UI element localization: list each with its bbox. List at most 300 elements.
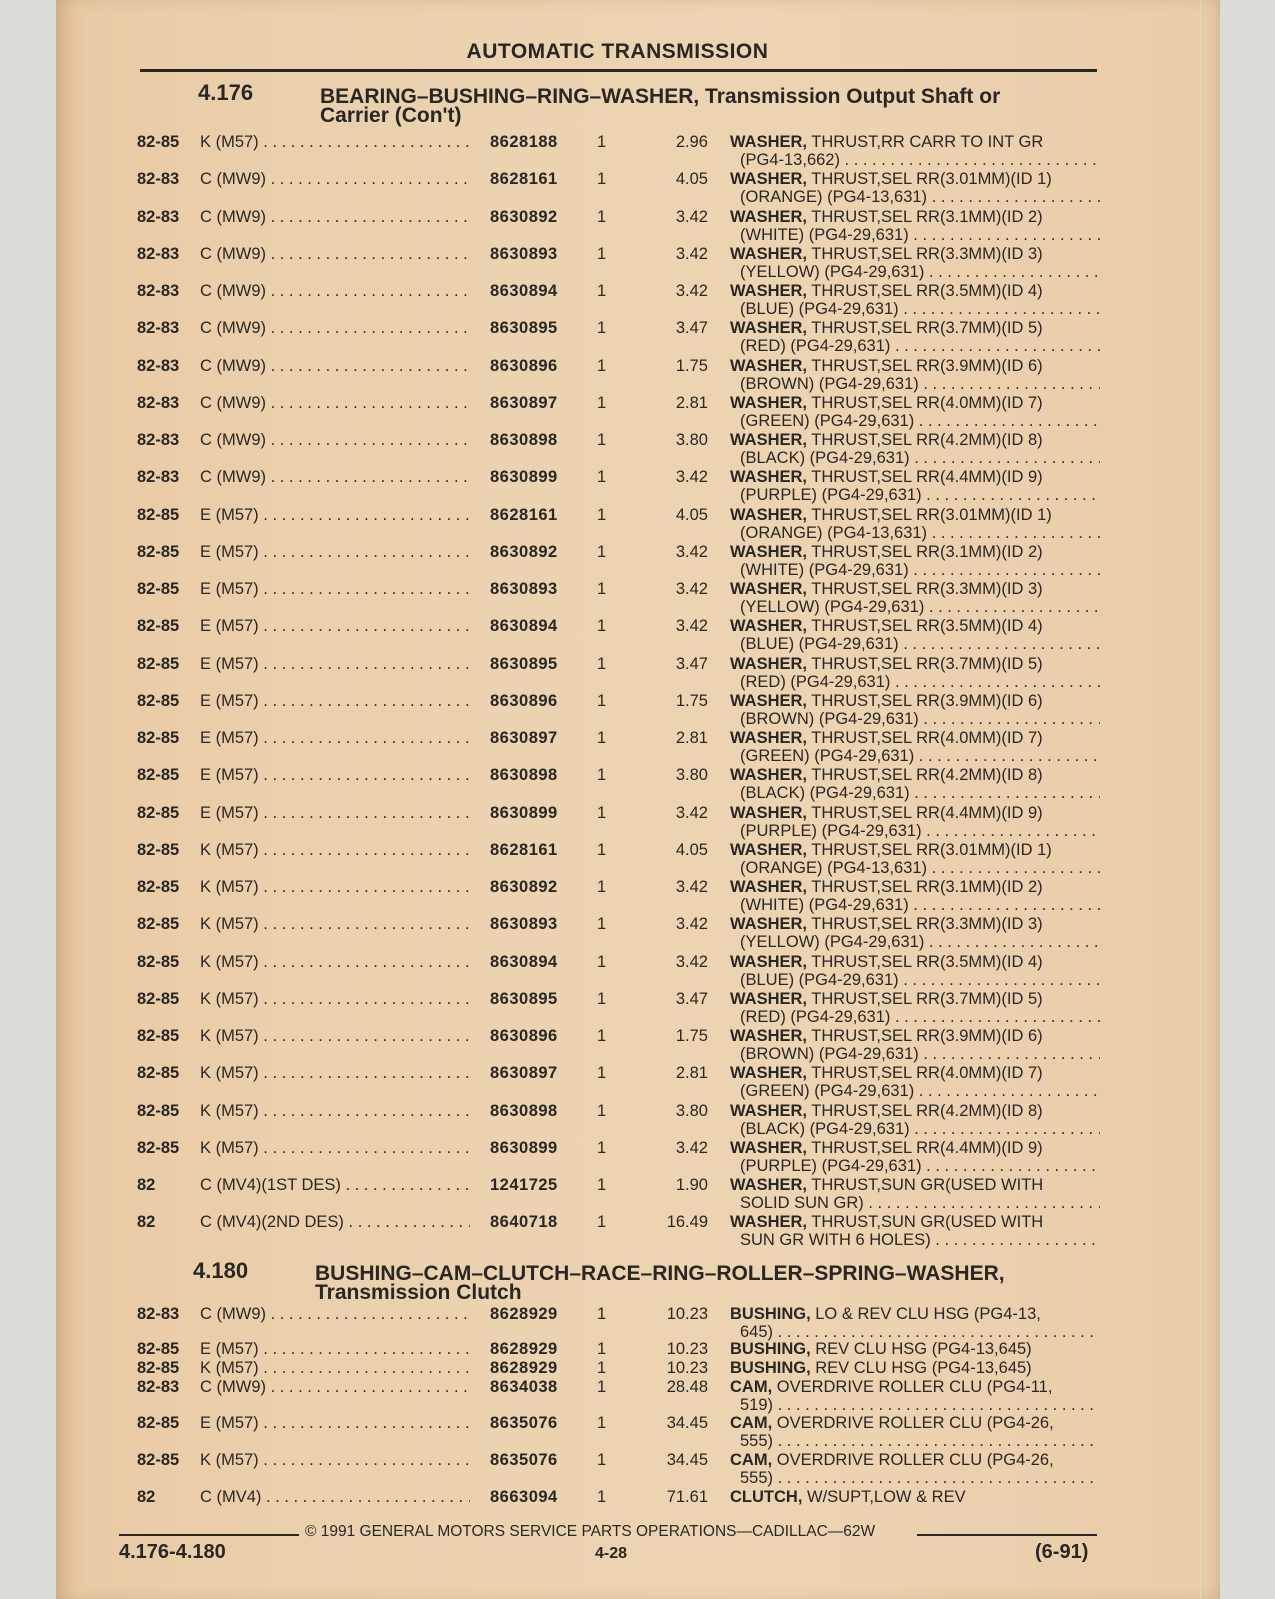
row-description [730, 133, 1100, 169]
row-description-line1: OVERDRIVE ROLLER CLU (PG4-11, [772, 1378, 1053, 1396]
row-part-name: WASHER, [730, 1064, 808, 1082]
row-description [730, 468, 1100, 504]
row-description-line2: (GREEN) (PG4-29,631) . . . [730, 412, 1100, 430]
row-price: 3.42 [675, 208, 708, 226]
row-description-line2: (BLACK) (PG4-29,631) . . . [730, 449, 1100, 467]
row-part-number: 8635076 [490, 1414, 558, 1432]
row-description [730, 394, 1100, 430]
table-row [0, 133, 1275, 171]
row-price: 10.23 [666, 1359, 708, 1377]
row-quantity: 1 [597, 1027, 607, 1045]
row-description-line2: (WHITE) (PG4-29,631) . . . [730, 896, 1100, 914]
row-part-number: 8630893 [490, 915, 558, 933]
row-description-line1: THRUST,SEL RR(3.01MM)(ID 1) [807, 170, 1052, 188]
table-row [0, 915, 1275, 953]
row-description-line1: THRUST,SEL RR(3.9MM)(ID 6) [807, 357, 1043, 375]
row-quantity: 1 [597, 319, 607, 337]
row-part-name: CLUTCH, [730, 1488, 803, 1506]
row-model: C (MV4)(1ST DES) . . . [200, 1176, 470, 1195]
row-description [730, 1305, 1100, 1341]
row-year: 82-83 [137, 319, 180, 337]
row-part-number: 8628929 [490, 1359, 558, 1377]
row-part-number: 8663094 [490, 1488, 558, 1506]
row-year: 82-85 [137, 953, 180, 971]
row-description-line2: (YELLOW) (PG4-29,631) . . . [730, 933, 1100, 951]
row-quantity: 1 [597, 543, 607, 561]
section-number: 4.176 [198, 80, 254, 105]
row-price: 10.23 [666, 1305, 708, 1323]
row-price: 2.81 [675, 729, 708, 747]
row-part-name: WASHER, [730, 953, 808, 971]
row-model: E (M57) . . . [200, 729, 470, 748]
row-model: C (MW9) . . . [200, 170, 470, 189]
row-part-name: WASHER, [730, 245, 808, 263]
row-part-name: WASHER, [730, 208, 808, 226]
row-model: K (M57) . . . [200, 133, 470, 152]
row-description-line2: (RED) (PG4-29,631) . . . [730, 1008, 1100, 1026]
row-part-name: BUSHING, [730, 1305, 811, 1323]
row-quantity: 1 [597, 431, 607, 449]
row-description-line2: (YELLOW) (PG4-29,631) . . . [730, 598, 1100, 616]
row-part-number: 8630892 [490, 208, 558, 226]
row-quantity: 1 [597, 133, 607, 151]
row-year: 82-83 [137, 1378, 180, 1396]
row-part-number: 8630899 [490, 1139, 558, 1157]
row-year: 82-85 [137, 990, 180, 1008]
section-title-line2: Carrier (Con't) [320, 104, 462, 127]
row-description [730, 543, 1100, 579]
row-price: 3.42 [675, 1139, 708, 1157]
row-description-line1: THRUST,SEL RR(3.7MM)(ID 5) [807, 655, 1043, 673]
row-model: K (M57) . . . [200, 1064, 470, 1083]
row-description-line1: THRUST,SEL RR(4.4MM)(ID 9) [807, 804, 1043, 822]
row-model: C (MW9) . . . [200, 208, 470, 227]
row-model: C (MW9) . . . [200, 394, 470, 413]
row-part-number: 8630898 [490, 766, 558, 784]
row-description [730, 915, 1100, 951]
row-part-name: WASHER, [730, 170, 808, 188]
row-description-line1: THRUST,SEL RR(3.7MM)(ID 5) [807, 990, 1043, 1008]
row-part-number: 8630893 [490, 245, 558, 263]
row-description [730, 1102, 1100, 1138]
row-price: 71.61 [666, 1488, 708, 1506]
row-part-name: WASHER, [730, 878, 808, 896]
row-quantity: 1 [597, 506, 607, 524]
table-row [0, 468, 1275, 506]
row-part-name: WASHER, [730, 357, 808, 375]
row-part-number: 8630896 [490, 357, 558, 375]
row-price: 3.47 [675, 319, 708, 337]
row-part-number: 8630899 [490, 468, 558, 486]
row-price: 3.42 [675, 543, 708, 561]
row-description-line2: (RED) (PG4-29,631) . . . [730, 673, 1100, 691]
row-model: K (M57) . . . [200, 1139, 470, 1158]
row-part-number: 8628929 [490, 1340, 558, 1358]
row-year: 82-85 [137, 1414, 180, 1432]
table-row [0, 319, 1275, 357]
row-part-name: WASHER, [730, 1102, 808, 1120]
footer-rule-right [917, 1534, 1097, 1536]
table-row [0, 655, 1275, 693]
table-row [0, 506, 1275, 544]
row-part-number: 8630895 [490, 319, 558, 337]
row-year: 82 [137, 1488, 156, 1506]
row-model: C (MV4)(2ND DES) . . . [200, 1213, 470, 1232]
table-row [0, 841, 1275, 879]
table-row [0, 170, 1275, 208]
row-quantity: 1 [597, 990, 607, 1008]
table-row [0, 1027, 1275, 1065]
row-part-number: 8630898 [490, 1102, 558, 1120]
row-year: 82-85 [137, 729, 180, 747]
row-price: 2.81 [675, 394, 708, 412]
row-price: 2.96 [675, 133, 708, 151]
row-model: K (M57) . . . [200, 953, 470, 972]
row-quantity: 1 [597, 282, 607, 300]
row-part-name: WASHER, [730, 282, 808, 300]
row-year: 82-85 [137, 617, 180, 635]
row-description [730, 1213, 1100, 1249]
row-description-line1: THRUST,SEL RR(3.7MM)(ID 5) [807, 319, 1043, 337]
row-part-name: WASHER, [730, 394, 808, 412]
table-row [0, 282, 1275, 320]
row-quantity: 1 [597, 1102, 607, 1120]
row-quantity: 1 [597, 915, 607, 933]
row-quantity: 1 [597, 1378, 607, 1396]
row-year: 82-85 [137, 580, 180, 598]
row-model: E (M57) . . . [200, 655, 470, 674]
row-description [730, 878, 1100, 914]
row-price: 3.42 [675, 580, 708, 598]
row-description-line1: THRUST,SUN GR(USED WITH [807, 1176, 1044, 1194]
row-description [730, 1176, 1100, 1212]
row-description [730, 953, 1100, 989]
section-number: 4.180 [193, 1258, 249, 1283]
row-price: 3.80 [675, 766, 708, 784]
row-year: 82-85 [137, 1064, 180, 1082]
row-description [730, 245, 1100, 281]
row-description-line2: (GREEN) (PG4-29,631) . . . [730, 747, 1100, 765]
footer-rule-left [119, 1534, 299, 1536]
row-description-line2: (WHITE) (PG4-29,631) . . . [730, 226, 1100, 244]
row-description [730, 692, 1100, 728]
row-description-line1: THRUST,SEL RR(3.1MM)(ID 2) [807, 543, 1043, 561]
row-quantity: 1 [597, 580, 607, 598]
table-row [0, 1176, 1275, 1214]
row-description-line2: (ORANGE) (PG4-13,631) . . . [730, 524, 1100, 542]
row-description [730, 1027, 1100, 1063]
row-year: 82-83 [137, 431, 180, 449]
row-part-number: 8628929 [490, 1305, 558, 1323]
row-year: 82-83 [137, 468, 180, 486]
table-row [0, 580, 1275, 618]
row-year: 82-83 [137, 245, 180, 263]
row-price: 3.80 [675, 1102, 708, 1120]
row-description-line1: W/SUPT,LOW & REV [802, 1488, 966, 1506]
row-description-line1: THRUST,SEL RR(3.3MM)(ID 3) [807, 245, 1043, 263]
row-model: K (M57) . . . [200, 990, 470, 1009]
row-quantity: 1 [597, 1176, 607, 1194]
footer-section-range: 4.176-4.180 [119, 1541, 226, 1563]
row-part-name: WASHER, [730, 655, 808, 673]
row-part-number: 8630894 [490, 282, 558, 300]
row-year: 82 [137, 1176, 156, 1194]
row-description-line2: 645) . . . [730, 1323, 1100, 1341]
row-part-name: BUSHING, [730, 1340, 811, 1358]
row-part-number: 8628161 [490, 841, 558, 859]
row-quantity: 1 [597, 729, 607, 747]
table-row [0, 729, 1275, 767]
row-description-line1: THRUST,SEL RR(4.2MM)(ID 8) [807, 766, 1043, 784]
row-year: 82-85 [137, 1102, 180, 1120]
table-row [0, 1378, 1275, 1416]
row-part-name: WASHER, [730, 319, 808, 337]
row-description-line2: 555) . . . [730, 1469, 1100, 1487]
row-price: 3.42 [675, 468, 708, 486]
row-model: K (M57) . . . [200, 1027, 470, 1046]
row-part-name: WASHER, [730, 1139, 808, 1157]
row-model: E (M57) . . . [200, 1340, 470, 1359]
row-part-name: WASHER, [730, 468, 808, 486]
row-description [730, 1414, 1100, 1450]
row-price: 1.75 [675, 1027, 708, 1045]
row-part-number: 8630897 [490, 394, 558, 412]
row-model: C (MV4) . . . [200, 1488, 470, 1507]
table-row [0, 953, 1275, 991]
row-quantity: 1 [597, 1305, 607, 1323]
row-description-line1: THRUST,SEL RR(4.2MM)(ID 8) [807, 1102, 1043, 1120]
row-description-line2: 519) . . . [730, 1396, 1100, 1414]
row-description [730, 617, 1100, 653]
row-year: 82-85 [137, 655, 180, 673]
row-part-name: WASHER, [730, 617, 808, 635]
row-part-number: 8628161 [490, 506, 558, 524]
row-description [730, 282, 1100, 318]
table-row [0, 1213, 1275, 1251]
row-price: 28.48 [666, 1378, 708, 1396]
row-part-number: 8630894 [490, 953, 558, 971]
row-description-line2: SUN GR WITH 6 HOLES) . . . [730, 1231, 1100, 1249]
row-year: 82-85 [137, 804, 180, 822]
table-row [0, 1488, 1275, 1526]
row-description-line2: (PURPLE) (PG4-29,631) . . . [730, 1157, 1100, 1175]
row-quantity: 1 [597, 1139, 607, 1157]
row-year: 82-85 [137, 543, 180, 561]
row-description [730, 1064, 1100, 1100]
row-model: E (M57) . . . [200, 506, 470, 525]
row-description-line2: (ORANGE) (PG4-13,631) . . . [730, 188, 1100, 206]
row-quantity: 1 [597, 617, 607, 635]
row-year: 82-85 [137, 915, 180, 933]
row-year: 82-83 [137, 1305, 180, 1323]
row-model: K (M57) . . . [200, 1102, 470, 1121]
row-price: 4.05 [675, 170, 708, 188]
row-quantity: 1 [597, 1488, 607, 1506]
row-description-line1: THRUST,SEL RR(3.5MM)(ID 4) [807, 617, 1043, 635]
row-description-line1: REV CLU HSG (PG4-13,645) [810, 1359, 1032, 1377]
row-quantity: 1 [597, 1414, 607, 1432]
row-description-line1: THRUST,SEL RR(4.0MM)(ID 7) [807, 729, 1043, 747]
row-description-line2: (BROWN) (PG4-29,631) . . . [730, 1045, 1100, 1063]
row-part-number: 8630896 [490, 1027, 558, 1045]
row-quantity: 1 [597, 878, 607, 896]
row-price: 3.42 [675, 915, 708, 933]
row-quantity: 1 [597, 1340, 607, 1358]
table-row [0, 357, 1275, 395]
table-row [0, 804, 1275, 842]
row-quantity: 1 [597, 804, 607, 822]
row-model: C (MW9) . . . [200, 468, 470, 487]
table-row [0, 543, 1275, 581]
row-model: E (M57) . . . [200, 804, 470, 823]
table-row [0, 245, 1275, 283]
row-description [730, 1488, 1100, 1506]
row-part-name: CAM, [730, 1451, 773, 1469]
row-part-number: 8630897 [490, 729, 558, 747]
row-quantity: 1 [597, 208, 607, 226]
row-description-line2: (BROWN) (PG4-29,631) . . . [730, 375, 1100, 393]
row-description-line1: OVERDRIVE ROLLER CLU (PG4-26, [772, 1414, 1054, 1432]
row-part-name: WASHER, [730, 506, 808, 524]
row-description [730, 170, 1100, 206]
row-description-line2: (BLUE) (PG4-29,631) . . . [730, 300, 1100, 318]
row-description [730, 804, 1100, 840]
row-price: 34.45 [666, 1451, 708, 1469]
row-quantity: 1 [597, 245, 607, 263]
table-row [0, 1414, 1275, 1452]
row-description [730, 1340, 1100, 1358]
row-model: C (MW9) . . . [200, 245, 470, 264]
row-part-name: CAM, [730, 1414, 773, 1432]
row-quantity: 1 [597, 692, 607, 710]
row-quantity: 1 [597, 357, 607, 375]
row-description-line1: THRUST,SEL RR(4.4MM)(ID 9) [807, 468, 1043, 486]
row-price: 2.81 [675, 1064, 708, 1082]
row-description-line1: THRUST,SEL RR(4.4MM)(ID 9) [807, 1139, 1043, 1157]
row-description-line1: THRUST,SEL RR(3.9MM)(ID 6) [807, 1027, 1043, 1045]
table-row [0, 1305, 1275, 1343]
row-quantity: 1 [597, 1451, 607, 1469]
row-description-line2: (PURPLE) (PG4-29,631) . . . [730, 822, 1100, 840]
row-description-line2: (YELLOW) (PG4-29,631) . . . [730, 263, 1100, 281]
row-year: 82-85 [137, 692, 180, 710]
table-row [0, 1451, 1275, 1489]
row-quantity: 1 [597, 1359, 607, 1377]
row-description [730, 580, 1100, 616]
row-quantity: 1 [597, 655, 607, 673]
row-description-line1: THRUST,RR CARR TO INT GR [807, 133, 1044, 151]
row-description-line2: 555) . . . [730, 1432, 1100, 1450]
row-part-name: WASHER, [730, 915, 808, 933]
row-description-line2: (PG4-13,662) . . . [730, 151, 1100, 169]
row-year: 82-85 [137, 1027, 180, 1045]
row-description [730, 990, 1100, 1026]
row-model: C (MW9) . . . [200, 1305, 470, 1324]
row-description-line1: OVERDRIVE ROLLER CLU (PG4-26, [772, 1451, 1054, 1469]
table-row [0, 766, 1275, 804]
row-model: E (M57) . . . [200, 1414, 470, 1433]
row-model: C (MW9) . . . [200, 1378, 470, 1397]
footer-revision-date: (6-91) [1035, 1541, 1089, 1563]
row-part-name: WASHER, [730, 990, 808, 1008]
row-part-number: 8630892 [490, 543, 558, 561]
row-description [730, 766, 1100, 802]
row-model: C (MW9) . . . [200, 282, 470, 301]
row-description-line2: (RED) (PG4-29,631) . . . [730, 337, 1100, 355]
row-part-name: WASHER, [730, 1176, 808, 1194]
row-model: E (M57) . . . [200, 766, 470, 785]
row-description [730, 357, 1100, 393]
row-description-line2: (WHITE) (PG4-29,631) . . . [730, 561, 1100, 579]
row-year: 82-85 [137, 766, 180, 784]
row-price: 16.49 [666, 1213, 708, 1231]
row-part-number: 8630898 [490, 431, 558, 449]
section-title-line1: BEARING–BUSHING–RING–WASHER, Transmission Output Shaft or [320, 85, 1001, 108]
row-part-number: 8630897 [490, 1064, 558, 1082]
header-rule [140, 69, 1097, 72]
row-part-number: 8635076 [490, 1451, 558, 1469]
row-part-name: WASHER, [730, 1213, 808, 1231]
row-description-line2: (GREEN) (PG4-29,631) . . . [730, 1082, 1100, 1100]
row-description [730, 1359, 1100, 1377]
row-description [730, 1451, 1100, 1487]
row-year: 82-83 [137, 357, 180, 375]
row-year: 82-83 [137, 208, 180, 226]
row-part-name: WASHER, [730, 804, 808, 822]
row-price: 1.75 [675, 692, 708, 710]
row-price: 3.80 [675, 431, 708, 449]
row-model: K (M57) . . . [200, 1359, 470, 1378]
row-description-line2: (BROWN) (PG4-29,631) . . . [730, 710, 1100, 728]
row-part-name: WASHER, [730, 543, 808, 561]
row-part-number: 8628161 [490, 170, 558, 188]
row-description [730, 841, 1100, 877]
row-part-name: WASHER, [730, 841, 808, 859]
row-description-line1: REV CLU HSG (PG4-13,645) [810, 1340, 1032, 1358]
row-description [730, 319, 1100, 355]
row-description [730, 208, 1100, 244]
row-year: 82 [137, 1213, 156, 1231]
row-part-name: WASHER, [730, 1027, 808, 1045]
row-description-line1: THRUST,SEL RR(3.3MM)(ID 3) [807, 580, 1043, 598]
row-part-number: 8630896 [490, 692, 558, 710]
row-quantity: 1 [597, 841, 607, 859]
row-part-name: WASHER, [730, 729, 808, 747]
table-row [0, 1064, 1275, 1102]
row-model: K (M57) . . . [200, 915, 470, 934]
footer-copyright: © 1991 GENERAL MOTORS SERVICE PARTS OPERATIONS—CADILLAC—62W [305, 1523, 876, 1540]
row-part-name: WASHER, [730, 133, 808, 151]
row-description-line1: THRUST,SEL RR(3.01MM)(ID 1) [807, 506, 1052, 524]
row-price: 4.05 [675, 841, 708, 859]
page-header-title: AUTOMATIC TRANSMISSION [466, 40, 769, 63]
row-quantity: 1 [597, 1064, 607, 1082]
footer-page-number: 4-28 [595, 1545, 628, 1562]
row-description-line1: THRUST,SEL RR(3.3MM)(ID 3) [807, 915, 1043, 933]
table-row [0, 990, 1275, 1028]
row-price: 4.05 [675, 506, 708, 524]
row-model: E (M57) . . . [200, 580, 470, 599]
row-model: K (M57) . . . [200, 841, 470, 860]
row-price: 3.42 [675, 282, 708, 300]
row-description [730, 506, 1100, 542]
row-model: C (MW9) . . . [200, 357, 470, 376]
row-part-name: WASHER, [730, 580, 808, 598]
row-description [730, 431, 1100, 467]
row-description-line1: THRUST,SEL RR(4.0MM)(ID 7) [807, 394, 1043, 412]
row-year: 82-85 [137, 878, 180, 896]
row-part-number: 8630894 [490, 617, 558, 635]
